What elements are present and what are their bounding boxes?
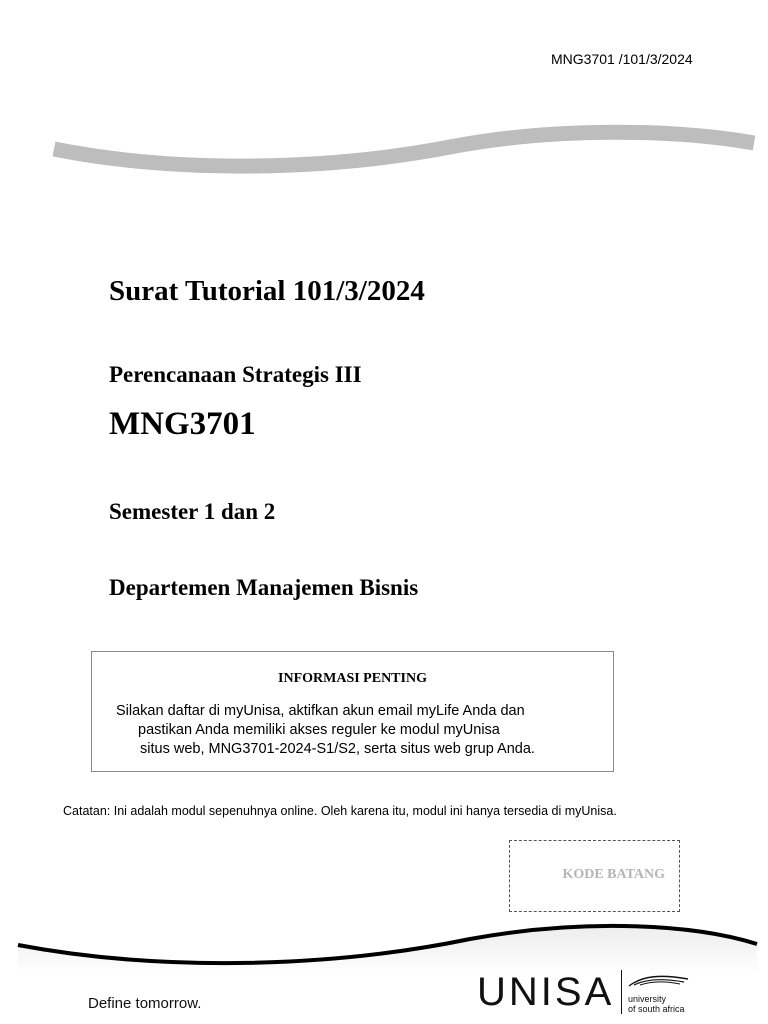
barcode-placeholder	[509, 840, 680, 912]
top-decorative-wave	[0, 120, 768, 190]
module-name: Perencanaan Strategis III	[109, 362, 362, 387]
semester-label: Semester 1 dan 2	[109, 499, 276, 524]
logo-divider	[621, 970, 622, 1014]
page-title: Surat Tutorial 101/3/2024	[109, 275, 425, 307]
unisa-bird-icon	[626, 970, 692, 992]
unisa-tagline: Define tomorrow.	[88, 995, 202, 1012]
info-box-heading: INFORMASI PENTING	[278, 671, 427, 686]
barcode-label: KODE BATANG	[562, 867, 665, 882]
module-code: MNG3701	[109, 406, 256, 442]
bottom-decorative-wave	[0, 915, 768, 975]
unisa-logo-wordmark: UNISA	[477, 970, 615, 1014]
important-info-box	[91, 651, 614, 772]
unisa-logo-subtitle	[628, 994, 698, 1014]
info-line-2: pastikan Anda memiliki akses reguler ke modul myUnisa	[138, 722, 500, 738]
department-name: Departemen Manajemen Bisnis	[109, 575, 419, 600]
online-module-note: Catatan: Ini adalah modul sepenuhnya online. Oleh karena itu, modul ini hanya tersedia di myUnisa.	[63, 804, 617, 818]
logo-sub-line1: university	[628, 994, 667, 1004]
info-line-1: Silakan daftar di myUnisa, aktifkan akun email myLife Anda dan	[116, 703, 525, 719]
info-line-3: situs web, MNG3701-2024-S1/S2, serta situs web grup Anda.	[140, 741, 535, 757]
document-reference: MNG3701 /101/3/2024	[551, 51, 693, 67]
logo-sub-line2: of south africa	[628, 1004, 685, 1014]
